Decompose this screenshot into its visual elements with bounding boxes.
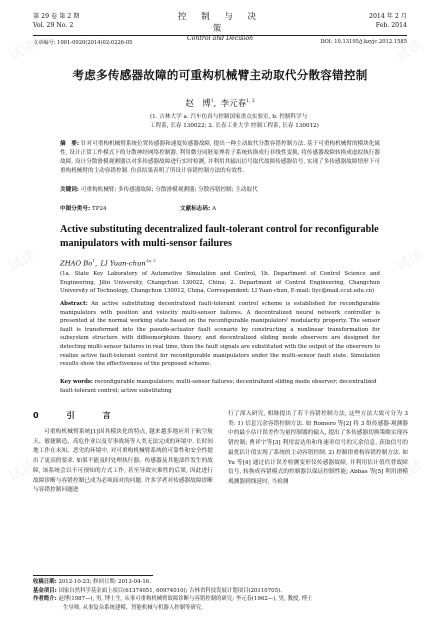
abstract-en (60, 300, 380, 369)
abstract-cn-text: 针对可重构机械臂系统位置传感器和速度传感器故障, 提出一种主动取代分散容错控制方法. 基于可重构机械臂的模块化属性, 设计正常工作模式下的分散神经网络控制器. 利用微分同胚原理将子系统转换成行非线性变换, 将传感器故障转换成虚拟执行器故障, 设计分散滑模观测器以对多传感器故障进行实时检测, 并利用其输出信号取代故障传感器信号, 实现了多传感器故障情形下可重构机械臂的主动容错控制. 仿真结果表明了所设计容错控制方法的有效性. (60, 141, 380, 174)
authors-cn: 赵 博$^1$, 李元春$^{1, 2}$ (185, 99, 255, 109)
article-id: 文章编号: 1001-0920(2014)02-0226-05 (33, 40, 133, 46)
doi: DOI: 10.13195/j.kzyjc.2012.1585 (320, 39, 407, 45)
journal-name-en: Control and Decision (186, 35, 254, 42)
author-bio-text: 赵博(1987—), 男, 博士生, 从事可重构机械臂故障诊断与容错控制的研究; 李元春(1962—), 男, 教授, 博士 (58, 596, 313, 603)
watermark-stamp: 试读 (393, 246, 426, 275)
watermark-stamp: 试读 (6, 456, 39, 485)
abstract-en-label: Abstract: (60, 301, 88, 307)
author1-cn-given: 博 (202, 99, 211, 109)
watermark-stamp: 试读 (393, 36, 426, 65)
author2-cn-aff: 1, 2 (246, 99, 255, 105)
footnote-received (33, 578, 407, 587)
author-bio-continued: 生导师, 从事复杂系统建模、智能机械与机器人控制等研究. (63, 604, 203, 611)
keywords-en-label: Key words: (60, 379, 93, 385)
fund-label: 基金项目: (33, 587, 57, 594)
keywords-en (60, 378, 380, 395)
journal-volume (33, 12, 79, 30)
classification-cn (60, 204, 107, 212)
keywords-en-text: reconfigurable manipulators; multi-sensor failures; decentralized sliding mode observer; decentralized fault-tolerant control; active substituting (60, 379, 377, 394)
header-rule (33, 35, 407, 36)
document-code-value: A (212, 206, 217, 212)
journal-name (170, 10, 270, 42)
affiliation-cn-line: (1. 吉林大学 a. 汽车仿真与控制国家重点实验室, b. 控制科学与 (150, 114, 308, 120)
volume-cn: 第 29 卷 第 2 期 (33, 13, 80, 20)
abstract-cn-label: 摘 要: (60, 141, 80, 147)
document-code-cn (180, 204, 216, 212)
footnote-author (33, 595, 407, 604)
title-cn: 考虑多传感器故障的可重构机械臂主动取代分散容错控制 (72, 68, 368, 82)
body-column-left: 可重构机械臂系统[1]因其模块化的特点, 越来越多地应用于航空航天、敏捷制造、高危作业以及军事战场等人类无法完成的环境中. 长时间地工作在未知、恶劣的环境中, 对可重构机械臂系统的可靠性和安全性提出了更高的要求. 如果不能及时处理执行器、传感器及其他部件发生的故障, 该系统会以不可预知的方式工作, 甚至导致灾难性的后果, 因此进行故障诊断与容错控制已成为必须面对的问题. 许多学者对传感器故障诊断与容错控制问题进 (33, 429, 213, 494)
keywords-cn-label: 关键词: (60, 187, 80, 193)
watermark-stamp: 试读 (6, 36, 39, 65)
footnotes (33, 578, 407, 612)
author1-en-aff: 1 (92, 258, 95, 263)
journal-date (369, 12, 407, 30)
date-en: Feb. 2014 (375, 22, 407, 29)
section-heading-intro: 0 引 言 (33, 411, 121, 420)
abstract-en-text: An active substituting decentralized fault-tolerant control scheme is established for reconfigurable manipulators with position and velocity multi-sensor failures. A decentralized neural network controller is presented at the normal working state based on the reconfigurable manipulators' modularity property. The sensor fault is transformed into the pseudo-actuator fault scenario by constructing a nonlinear transformation for subsystem structure with diffeomorphism theory, and decentralized sliding mode observers are designed for detecting multi-sensor failures in real time, then the fault signals are substituted with the output of the observers to realize active fault-tolerant control for reconfigurable manipulators under the multi-sensor fault state. Simulation results show the effectiveness of the proposed scheme. (60, 301, 381, 368)
author-bio-label: 作者简介: (33, 596, 57, 603)
title-en: Active substituting decentralized fault-tolerant control for reconfigurable manipulators with multi-sensor failures (60, 224, 379, 249)
author2-cn: 李元春 (220, 99, 247, 109)
classification-label: 中图分类号: (60, 206, 91, 212)
body-column-right: 行了深入研究, 相继提出了若干容错控制方法, 这些方法大致可分为 3 类: 1) 信息冗余容错控制方法. 如 Romero 等[2] 将 3 组传感器-观测器中的最小估计误差作为量控制器的输入, 提出了多传感器切换策略实现容错控制; 曹祥宇等[3] 利用雷达角和角速率信号的冗余信息, 获取信号的最优估计值实现了系统的主动容错控制. 2) 控制律重构容错控制方法. 如 Yu 等[4] 通过估计误差检测变形仪传感器故障, 并利用估计值代替故障信号, 转换成容错模式的控制器以保证控制性能; Abbas 等[5] 利用滑模观测器到线延时, 当检测 (228, 411, 408, 485)
watermark-stamp: 试读 (6, 246, 39, 275)
affiliation-cn (150, 113, 319, 131)
author1-cn: 赵 (185, 99, 194, 109)
footnote-rule (33, 575, 153, 576)
received-label: 收稿日期: (33, 579, 57, 585)
author2-en: LI Yuan-chun (100, 259, 146, 268)
affiliation-cn-line: 工程系, 长春 130022; 2. 长春工业大学 控制工程系, 长春 130012) (150, 123, 319, 129)
author1-en: ZHAO Bo (60, 259, 93, 268)
article-meta (33, 39, 407, 46)
abstract-cn (60, 140, 380, 176)
fund-text: 国家自然科学基金面上项目(61374051, 60974010); 吉林省科技发展计划项目(20110705). (58, 587, 282, 594)
authors-en: ZHAO Bo$^1$, LI Yuan-chun$^{1a, 2}$ (60, 258, 156, 268)
classification-value: TP24 (92, 206, 107, 212)
journal-name-cn: 控 制 与 决 策 (177, 12, 263, 34)
volume-en: Vol. 29 No. 2 (33, 22, 74, 29)
keywords-cn (60, 186, 380, 195)
watermark-stamp: 试读 (393, 456, 426, 485)
date-cn: 2014 年 2 月 (369, 13, 407, 20)
author2-en-aff: 1a, 2 (145, 258, 156, 263)
document-code-label: 文献标志码: (180, 206, 211, 212)
affiliation-en: (1a. State Key Laboratory of Automotive Simulation and Control, 1b. Department of Control Science and Engineering, Jilin University, Changchun 130022, China; 2. Department of Control Engineering, Changchun University of Technology, Changchun 130012, China. Correspondent: LI Yuan-chun, E-mail: liyc@mail.ccut.edu.cn) (60, 271, 380, 295)
received-text: 2012-10-23; 修回日期: 2013-04-16. (58, 579, 151, 585)
keywords-cn-text: 可重构机械臂; 多传感器故障; 分散滑模观测器; 分散容错控制; 主动取代 (80, 187, 258, 193)
author1-cn-aff: 1 (210, 99, 214, 105)
footnote-fund (33, 587, 407, 596)
